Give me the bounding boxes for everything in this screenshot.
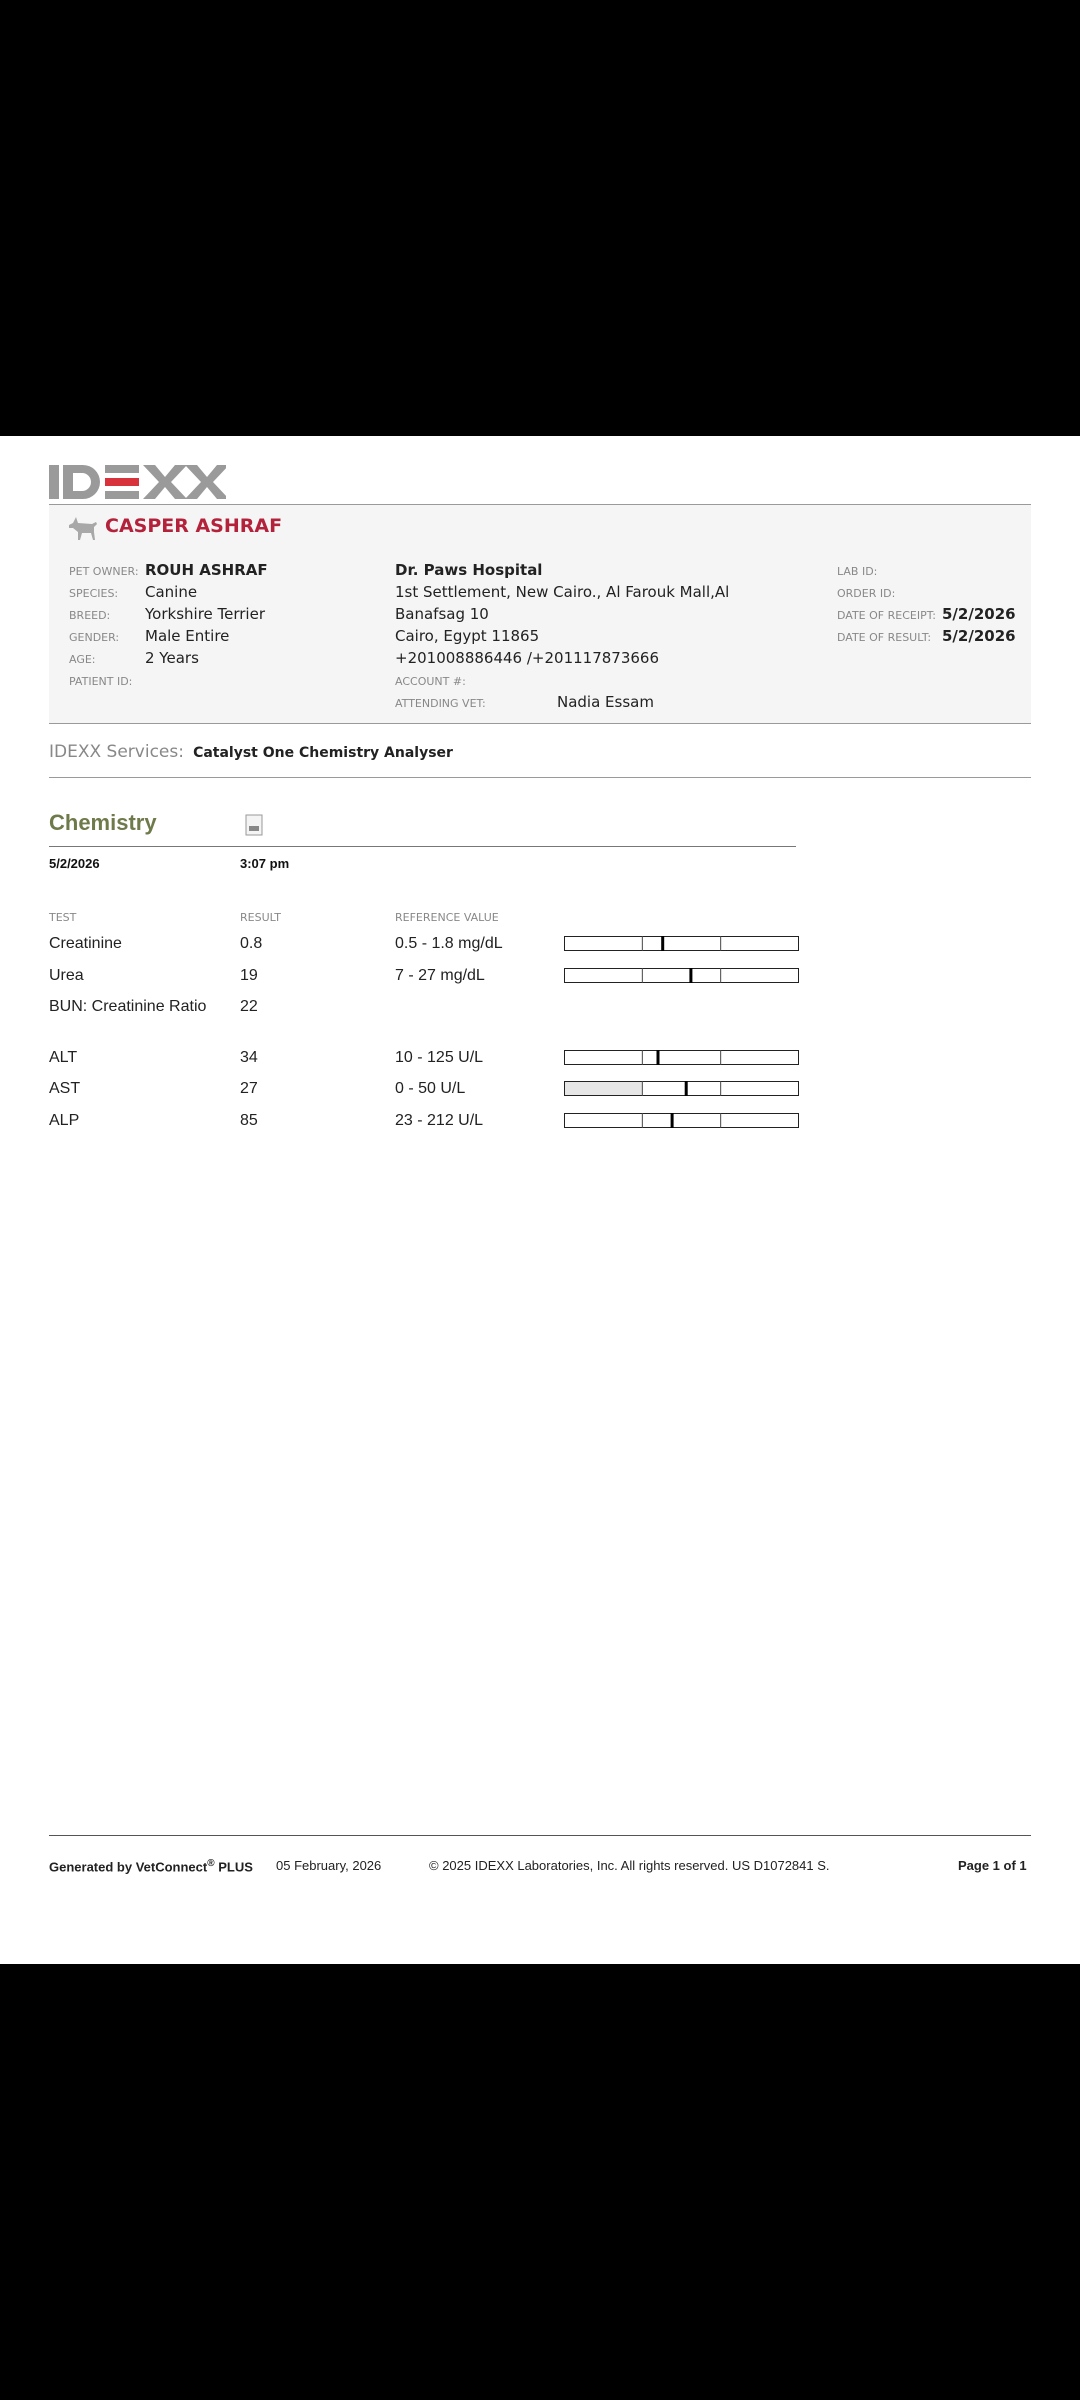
- result-marker: [685, 1081, 688, 1096]
- range-fill: [565, 1082, 642, 1095]
- vet-value: Nadia Essam: [557, 693, 654, 711]
- test-name: ALT: [49, 1049, 78, 1066]
- idexx-logo: [49, 463, 226, 501]
- result-marker: [671, 1113, 674, 1128]
- result-marker: [657, 1050, 660, 1065]
- services-label: IDEXX Services:: [49, 742, 184, 762]
- receipt-date: 5/2/2026: [942, 605, 1016, 623]
- test-reference: 7 - 27 mg/dL: [395, 967, 485, 984]
- footer-date: 05 February, 2026: [276, 1858, 382, 1873]
- section-divider: [49, 846, 796, 847]
- range-bar: [564, 968, 799, 983]
- result-date: 5/2/2026: [942, 627, 1016, 645]
- services-line: [49, 742, 453, 762]
- test-result: 27: [240, 1080, 258, 1097]
- col-result: RESULT: [240, 911, 281, 924]
- range-bar-graphic: [564, 1113, 799, 1128]
- section-time: 3:07 pm: [240, 856, 290, 871]
- species-value: Canine: [145, 583, 198, 601]
- col-reference: REFERENCE VALUE: [395, 911, 499, 924]
- test-name: Creatinine: [49, 935, 122, 952]
- result-marker: [689, 968, 692, 983]
- report-page: [0, 436, 1080, 1964]
- clinic-phone: +201008886446 /+201117873666: [395, 649, 660, 667]
- clinic-address-line3: Cairo, Egypt 11865: [395, 627, 540, 645]
- test-name: BUN: Creatinine Ratio: [49, 998, 207, 1015]
- test-result: 0.8: [240, 935, 263, 952]
- species-label: SPECIES:: [69, 587, 119, 600]
- footer-divider: [49, 1835, 1031, 1836]
- footer-generated-text: Generated by VetConnect: [49, 1859, 208, 1875]
- test-result: 34: [240, 1049, 258, 1066]
- lab-id-label: LAB ID:: [837, 565, 878, 578]
- section-date: 5/2/2026: [49, 856, 100, 871]
- dog-icon: [67, 515, 99, 541]
- gender-label: GENDER:: [69, 631, 120, 644]
- clinic-address-line1: 1st Settlement, New Cairo., Al Farouk Mall,Al: [395, 583, 730, 601]
- vet-label: ATTENDING VET:: [395, 697, 486, 710]
- account-label: ACCOUNT #:: [395, 675, 466, 688]
- age-label: AGE:: [69, 653, 96, 666]
- range-frame: [565, 1114, 799, 1128]
- test-reference: 0.5 - 1.8 mg/dL: [395, 935, 503, 952]
- gender-value: Male Entire: [145, 627, 230, 645]
- receipt-label: DATE OF RECEIPT:: [837, 609, 936, 622]
- patient-id-label: PATIENT ID:: [69, 675, 133, 688]
- test-reference: 0 - 50 U/L: [395, 1080, 466, 1097]
- range-bar-graphic: [564, 1081, 799, 1096]
- document-icon[interactable]: [245, 814, 263, 836]
- clinic-address-line2: Banafsag 10: [395, 605, 489, 623]
- range-bar-graphic: [564, 968, 799, 983]
- range-bar: [564, 1050, 799, 1065]
- footer-copyright: © 2025 IDEXX Laboratories, Inc. All rights reserved. US D1072841 S.: [429, 1858, 830, 1873]
- result-marker: [661, 936, 664, 951]
- test-reference: 23 - 212 U/L: [395, 1112, 484, 1129]
- services-value: Catalyst One Chemistry Analyser: [193, 745, 453, 761]
- patient-name: CASPER ASHRAF: [105, 515, 283, 537]
- range-frame: [565, 937, 799, 951]
- test-name: Urea: [49, 967, 84, 984]
- range-bar-graphic: [564, 1050, 799, 1065]
- result-label: DATE OF RESULT:: [837, 631, 932, 644]
- owner-label: PET OWNER:: [69, 565, 139, 578]
- footer-page: Page 1 of 1: [958, 1858, 1027, 1873]
- range-bar: [564, 936, 799, 951]
- test-result: 19: [240, 967, 258, 984]
- clinic-name: Dr. Paws Hospital: [395, 561, 543, 579]
- col-test: TEST: [49, 911, 77, 924]
- test-reference: 10 - 125 U/L: [395, 1049, 484, 1066]
- age-value: 2 Years: [145, 649, 199, 667]
- range-frame: [565, 1051, 799, 1065]
- range-bar-graphic: [564, 936, 799, 951]
- owner-value: ROUH ASHRAF: [145, 561, 268, 579]
- registered-mark: ®: [207, 1858, 215, 1869]
- order-id-label: ORDER ID:: [837, 587, 896, 600]
- section-title: Chemistry: [49, 810, 157, 835]
- range-bar: [564, 1113, 799, 1128]
- range-frame: [565, 969, 799, 983]
- patient-info-panel: [49, 505, 1031, 724]
- test-name: AST: [49, 1080, 81, 1097]
- test-name: ALP: [49, 1112, 80, 1129]
- test-result: 22: [240, 998, 258, 1015]
- breed-label: BREED:: [69, 609, 111, 622]
- test-result: 85: [240, 1112, 258, 1129]
- breed-value: Yorkshire Terrier: [145, 605, 265, 623]
- range-bar: [564, 1081, 799, 1096]
- services-divider: [49, 777, 1031, 778]
- footer-plus: PLUS: [218, 1859, 253, 1875]
- footer-generated: [49, 1858, 253, 1874]
